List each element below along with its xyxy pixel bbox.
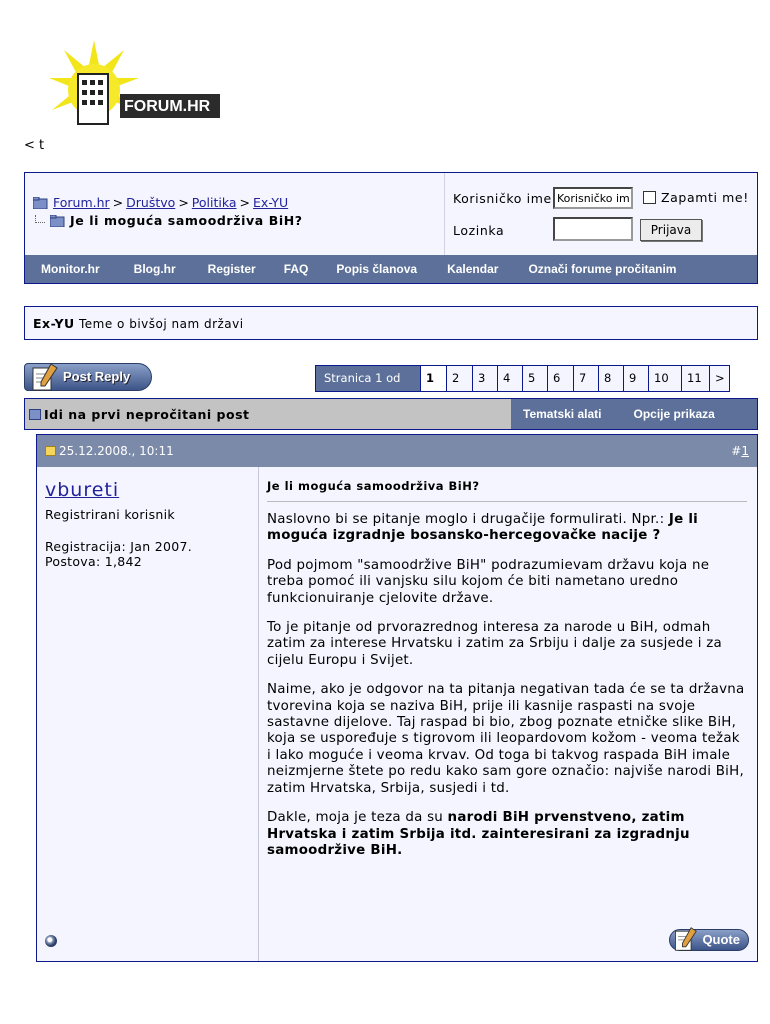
menu-blog[interactable]: Blog.hr	[133, 262, 176, 276]
pen-paper-icon	[29, 362, 59, 392]
username-link[interactable]: vbureti	[45, 479, 120, 501]
menu-monitor[interactable]: Monitor.hr	[41, 262, 100, 276]
thread-toolbar	[24, 398, 758, 430]
page-info: Stranica 1 od	[316, 366, 420, 391]
post-reply-label: Post Reply	[63, 369, 131, 384]
password-input[interactable]	[553, 217, 633, 241]
post-paragraph-bold: Je li moguća izgradnje bosansko-hercegovačke nacije ?	[267, 512, 698, 544]
forum-logo[interactable]	[44, 40, 224, 140]
menu-faq[interactable]: FAQ	[283, 262, 309, 276]
folder-icon	[50, 215, 66, 227]
username-input[interactable]	[553, 187, 633, 209]
post-paragraph: Naime, ako je odgovor na ta pitanja negativan tada će se ta državna tvorevina koja se naziva BiH, prije ili kasnije raspasti na svoje sastavne dijelove. Taj raspad bi bio, zbog poznate etničke slike BiH, koja se uspoređuje s tigrovom ili leopardovom kožom - veoma težak i lako moguće i veoma krvav. Od toga bi takvog raspada BiH imale neizmjerne štete po redu kako sam gore označio: najviše narodi BiH, zatim Hrvatska, Srbija, susjedi i td.	[267, 682, 745, 796]
logo-text: FORUM.HR	[124, 98, 211, 115]
post-reply-button[interactable]	[24, 363, 152, 391]
user-stats	[45, 539, 192, 569]
forum-description	[24, 306, 758, 340]
thread-tools-menu[interactable]: Tematski alati	[523, 407, 602, 421]
breadcrumb-exyu[interactable]: Ex-YU	[253, 195, 289, 210]
remember-checkbox[interactable]	[643, 191, 656, 204]
page-link-6[interactable]: 6	[547, 366, 573, 391]
remember-label: Zapamti me!	[661, 190, 749, 205]
page-link-8[interactable]: 8	[598, 366, 623, 391]
page-link-3[interactable]: 3	[472, 366, 497, 391]
breadcrumb-separator: >	[239, 195, 251, 210]
breadcrumb-panel	[25, 173, 445, 255]
page-link-9[interactable]: 9	[623, 366, 648, 391]
post-text	[267, 512, 747, 859]
breadcrumb-drustvo[interactable]: Društvo	[126, 195, 176, 210]
post-icon	[45, 446, 56, 456]
tree-branch-icon	[35, 215, 45, 223]
user-registration: Registracija: Jan 2007.	[45, 539, 193, 554]
page-link-next[interactable]: >	[709, 366, 729, 391]
folder-icon	[33, 197, 49, 209]
post	[36, 434, 758, 962]
breadcrumb-forum[interactable]: Forum.hr	[53, 195, 110, 210]
quote-button[interactable]	[669, 929, 749, 951]
post-date-text: 25.12.2008., 10:11	[59, 444, 174, 458]
stray-text: < t	[24, 138, 45, 153]
page-link-10[interactable]: 10	[648, 366, 681, 391]
display-options-menu[interactable]: Opcije prikaza	[633, 407, 715, 421]
page-link-2[interactable]: 2	[446, 366, 472, 391]
post-paragraph	[267, 810, 747, 859]
post-permalink[interactable]: 1	[741, 444, 749, 458]
login-panel	[445, 173, 757, 255]
page-link-4[interactable]: 4	[497, 366, 522, 391]
post-number-prefix: #	[731, 444, 742, 458]
first-unread-link[interactable]	[25, 399, 511, 429]
quote-pen-icon	[672, 926, 698, 952]
post-number	[731, 444, 749, 458]
remember-me[interactable]	[643, 190, 749, 205]
logo-graphic	[44, 40, 224, 140]
post-body	[259, 467, 757, 961]
username-label: Korisničko ime	[453, 191, 552, 206]
menu-register[interactable]: Register	[207, 262, 256, 276]
breadcrumb-separator: >	[178, 195, 189, 210]
post-title: Je li moguća samoodrživa BiH?	[267, 479, 747, 502]
quote-label: Quote	[702, 932, 740, 947]
menu-calendar[interactable]: Kalendar	[447, 262, 499, 276]
user-post-count: Postova: 1,842	[45, 554, 143, 569]
post-paragraph	[267, 512, 747, 545]
breadcrumb	[33, 195, 288, 210]
post-paragraph: Pod pojmom "samoodržive BiH" podrazumievam državu koja ne treba pomoć ili vanjsku silu kojom će biti nametano uredno funkcionuiranje cjelovite države.	[267, 557, 710, 606]
forum-subtitle: Teme o bivšoj nam državi	[78, 317, 244, 331]
thread-title: Je li moguća samoodrživa BiH?	[69, 213, 303, 228]
pagination	[315, 365, 730, 392]
page-link-5[interactable]: 5	[522, 366, 547, 391]
post-paragraph-text: Naslovno bi se pitanje moglo i drugačije formulirati. Npr.:	[267, 512, 669, 527]
menu-members[interactable]: Popis članova	[336, 262, 418, 276]
breadcrumb-politika[interactable]: Politika	[191, 195, 237, 210]
page-link-7[interactable]: 7	[573, 366, 598, 391]
main-menu	[25, 255, 757, 283]
offline-status-icon	[45, 935, 57, 947]
thread-title-row	[35, 213, 303, 228]
login-button[interactable]: Prijava	[640, 219, 702, 241]
post-header	[37, 435, 757, 467]
post-paragraph-bold: narodi BiH prvenstveno, zatim Hrvatska i zatim Srbija itd. zainteresirani za izgradnju samoodržive BiH.	[267, 810, 690, 858]
post-user-info	[37, 467, 259, 961]
user-title: Registrirani korisnik	[45, 507, 175, 522]
menu-mark-read[interactable]: Označi forume pročitanim	[528, 262, 677, 276]
post-paragraph: To je pitanje od prvorazrednog interesa za narode u BiH, odmah zatim za interese Hrvatsku i zatim za Srbiju i dalje za susjede i za cijelu Europu i Svijet.	[267, 620, 723, 668]
breadcrumb-separator: >	[112, 195, 124, 210]
forum-name: Ex-YU	[33, 316, 75, 331]
password-label: Lozinka	[453, 223, 505, 238]
first-unread-label: Idi na prvi nepročitani post	[44, 407, 250, 422]
page-link-11[interactable]: 11	[681, 366, 709, 391]
post-paragraph-text: Dakle, moja je teza da su	[267, 810, 448, 826]
navbar	[24, 172, 758, 284]
page-link-1[interactable]: 1	[420, 366, 446, 391]
first-unread-icon	[29, 409, 41, 420]
post-date	[45, 444, 174, 458]
